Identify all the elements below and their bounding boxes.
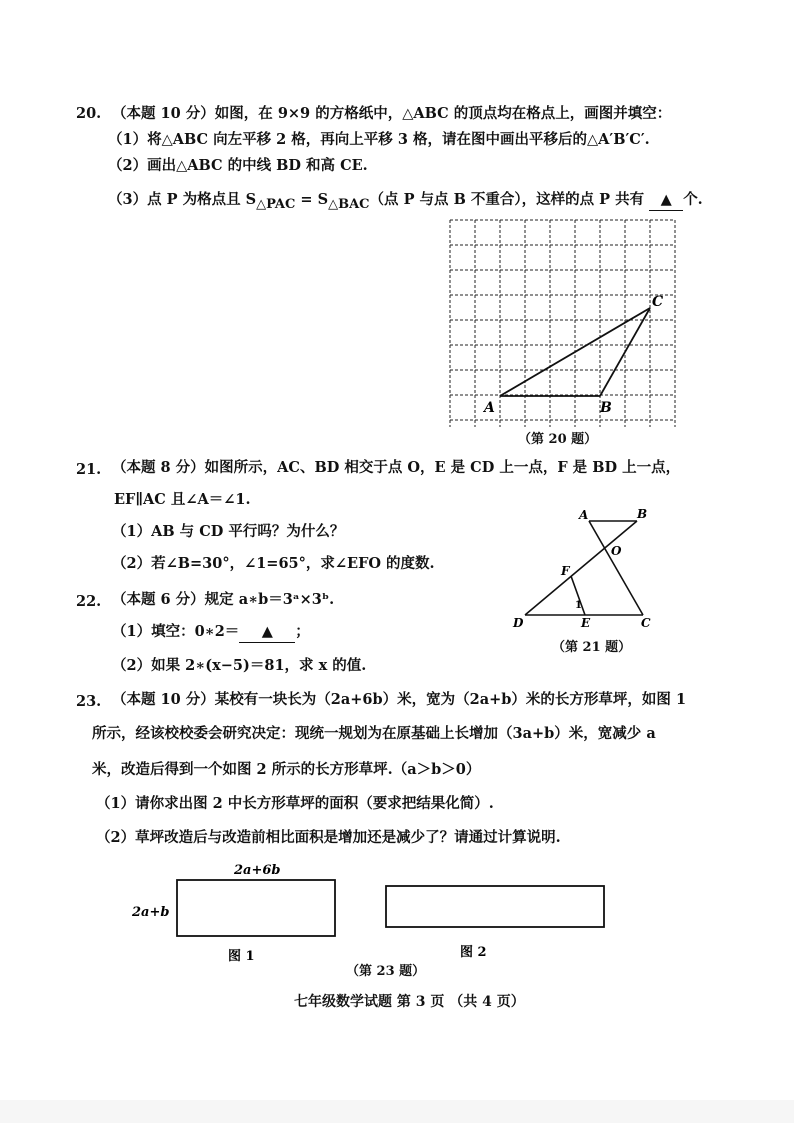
q23-item2: （2）草坪改造后与改造前相比面积是增加还是减少了？请通过计算说明. bbox=[96, 829, 561, 846]
q20-item3-sub2: △BAC bbox=[328, 196, 370, 212]
fig2-rectangle bbox=[386, 886, 604, 927]
label-b: B bbox=[637, 507, 648, 521]
q21-stem: （本题 8 分）如图所示，AC、BD 相交于点 O，E 是 CD 上一点，F 是 BD 上一点， bbox=[112, 459, 681, 476]
fig1-length-label: 2a+6b bbox=[234, 863, 281, 878]
q21-figure bbox=[505, 505, 670, 640]
label-e: E bbox=[581, 616, 591, 630]
label-o: O bbox=[611, 544, 622, 558]
q22-item1 bbox=[112, 622, 310, 643]
fig1-caption: 图 1 bbox=[228, 949, 255, 964]
q23-caption: （第 23 题） bbox=[346, 964, 426, 979]
q22-answer-blank: ▲ bbox=[239, 622, 295, 643]
q23-number: 23. bbox=[76, 693, 102, 710]
q21-item2: （2）若∠B=30°，∠1=65°，求∠EFO 的度数. bbox=[112, 555, 435, 572]
q23-stem-2: 所示，经该校校委会研究决定：现统一规划为在原基础上长增加（3a+b）米，宽减少 a bbox=[92, 725, 656, 742]
q21-caption: （第 21 题） bbox=[552, 640, 632, 655]
angle-1-label: 1 bbox=[575, 600, 582, 611]
fig1-rectangle bbox=[177, 880, 335, 936]
q20-number: 20. bbox=[76, 105, 102, 122]
q22-item1-text: （1）填空：0∗2＝ bbox=[112, 623, 240, 640]
vertex-b-label: B bbox=[600, 400, 612, 416]
bottom-scan-edge bbox=[0, 1100, 794, 1123]
vertex-a-label: A bbox=[484, 400, 495, 416]
q23-stem-1: （本题 10 分）某校有一块长为（2a+6b）米，宽为（2a+b）米的长方形草坪，如图 1 bbox=[112, 691, 687, 708]
vertex-c-label: C bbox=[652, 294, 664, 310]
q23-item1: （1）请你求出图 2 中长方形草坪的面积（要求把结果化简）. bbox=[96, 795, 494, 812]
q20-answer-blank: ▲ bbox=[649, 190, 683, 211]
q21-number: 21. bbox=[76, 461, 102, 478]
q20-caption: （第 20 题） bbox=[518, 432, 598, 447]
label-f: F bbox=[561, 564, 570, 578]
q20-item3-end: 个. bbox=[683, 191, 703, 208]
q23-stem-3: 米，改造后得到一个如图 2 所示的长方形草坪.（a＞b＞0） bbox=[92, 761, 481, 778]
q20-item3-sub1: △PAC bbox=[256, 196, 296, 212]
q20-stem: （本题 10 分）如图，在 9×9 的方格纸中，△ABC 的顶点均在格点上，画图并填空： bbox=[112, 105, 672, 122]
label-d: D bbox=[513, 616, 524, 630]
fig2-caption: 图 2 bbox=[460, 945, 487, 960]
segment-ac bbox=[589, 521, 643, 615]
q20-item3-eq: = S bbox=[295, 191, 329, 208]
q22-stem: （本题 6 分）规定 a∗b＝3ᵃ×3ᵇ. bbox=[112, 591, 335, 608]
fig1-width-label: 2a+b bbox=[132, 905, 170, 920]
q22-item2: （2）如果 2∗(x−5)＝81，求 x 的值. bbox=[112, 657, 367, 674]
q20-item3-pre: （3）点 P 为格点且 S bbox=[108, 191, 257, 208]
q23-figures bbox=[130, 858, 630, 968]
label-c: C bbox=[641, 616, 651, 630]
q21-item1: （1）AB 与 CD 平行吗？为什么？ bbox=[112, 523, 345, 540]
q21-stem-2: EF∥AC 且∠A＝∠1. bbox=[114, 491, 251, 508]
q22-item1-end: ； bbox=[295, 623, 310, 640]
q22-number: 22. bbox=[76, 593, 102, 610]
q20-grid-figure bbox=[440, 212, 680, 427]
q20-item3-post: （点 P 与点 B 不重合），这样的点 P 共有 bbox=[369, 191, 645, 208]
q20-item2: （2）画出△ABC 的中线 BD 和高 CE. bbox=[108, 157, 368, 174]
label-a: A bbox=[579, 508, 589, 522]
page-footer: 七年级数学试题 第 3 页 （共 4 页） bbox=[294, 994, 525, 1010]
q20-item1: （1）将△ABC 向左平移 2 格，再向上平移 3 格，请在图中画出平移后的△A′B′C′. bbox=[108, 131, 650, 148]
